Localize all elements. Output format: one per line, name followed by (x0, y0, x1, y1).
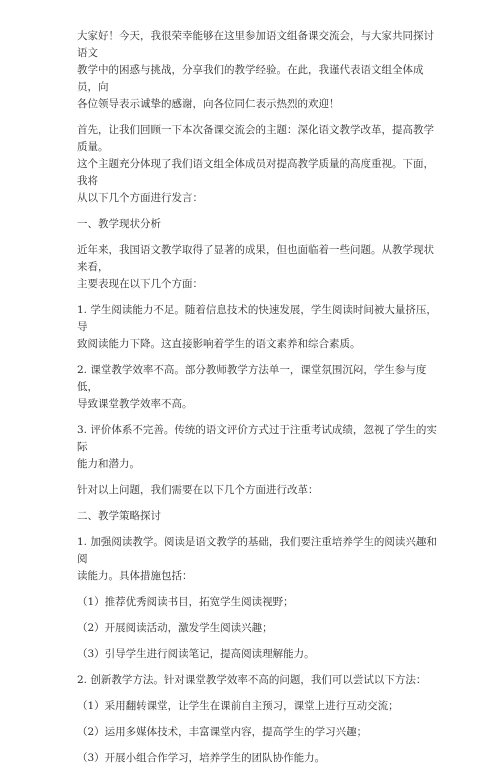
status-item-2: 2. 课堂教学效率不高。部分教师教学方法单一，课堂氛围沉闷，学生参与度低， 导致课堂教学效率不高。 (77, 364, 427, 410)
strategy-subitem-1-2: （2）开展阅读活动，激发学生阅读兴趣； (77, 622, 273, 634)
strategy-item-1: 1. 加强阅读教学。阅读是语文教学的基础，我们要注重培养学生的阅读兴趣和阅 读能力。具体措施包括： (77, 536, 437, 582)
strategy-subitem-2-2: （2）运用多媒体技术，丰富课堂内容，提高学生的学习兴趣； (77, 726, 368, 738)
reform-intro-paragraph: 针对以上问题，我们需要在以下几个方面进行改革： (77, 484, 319, 496)
section-heading-status: 一、教学现状分析 (77, 218, 161, 230)
status-intro-paragraph: 近年来，我国语文教学取得了显著的成果，但也面临着一些问题。从教学现状来看， 主要表现在以下几个方面： (77, 244, 434, 290)
document-body (77, 28, 437, 776)
strategy-subitem-2-3: （3）开展小组合作学习，培养学生的团队协作能力。 (77, 752, 326, 764)
intro-paragraph: 大家好！今天，我很荣幸能够在这里参加语文组备课交流会，与大家共同探讨语文 教学中的困惑与挑战，分享我们的教学经验。在此，我谨代表语文组全体成员，向 各位领导表示诚挚的感谢，向各位同仁表示热烈的欢迎！ (77, 30, 434, 110)
strategy-subitem-1-3: （3）引导学生进行阅读笔记，提高阅读理解能力。 (77, 648, 315, 660)
theme-paragraph: 首先，让我们回顾一下本次备课交流会的主题：深化语文教学改革，提高教学质量。 这个主题充分体现了我们语文组全体成员对提高教学质量的高度重视。下面，我将 从以下几个方面进行发言： (77, 124, 434, 204)
strategy-item-2: 2. 创新教学方法。针对课堂教学效率不高的问题，我们可以尝试以下方法： (77, 674, 427, 686)
section-heading-strategy: 二、教学策略探讨 (77, 510, 161, 522)
status-item-1: 1. 学生阅读能力不足。随着信息技术的快速发展，学生阅读时间被大量挤压，导 致阅读能力下降。这直接影响着学生的语文素养和综合素质。 (77, 304, 437, 350)
strategy-subitem-1-1: （1）推荐优秀阅读书目，拓宽学生阅读视野； (77, 596, 294, 608)
strategy-subitem-2-1: （1）采用翻转课堂，让学生在课前自主预习，课堂上进行互动交流； (77, 700, 399, 712)
status-item-3: 3. 评价体系不完善。传统的语文评价方式过于注重考试成绩，忽视了学生的实际 能力和潜力。 (77, 424, 437, 470)
